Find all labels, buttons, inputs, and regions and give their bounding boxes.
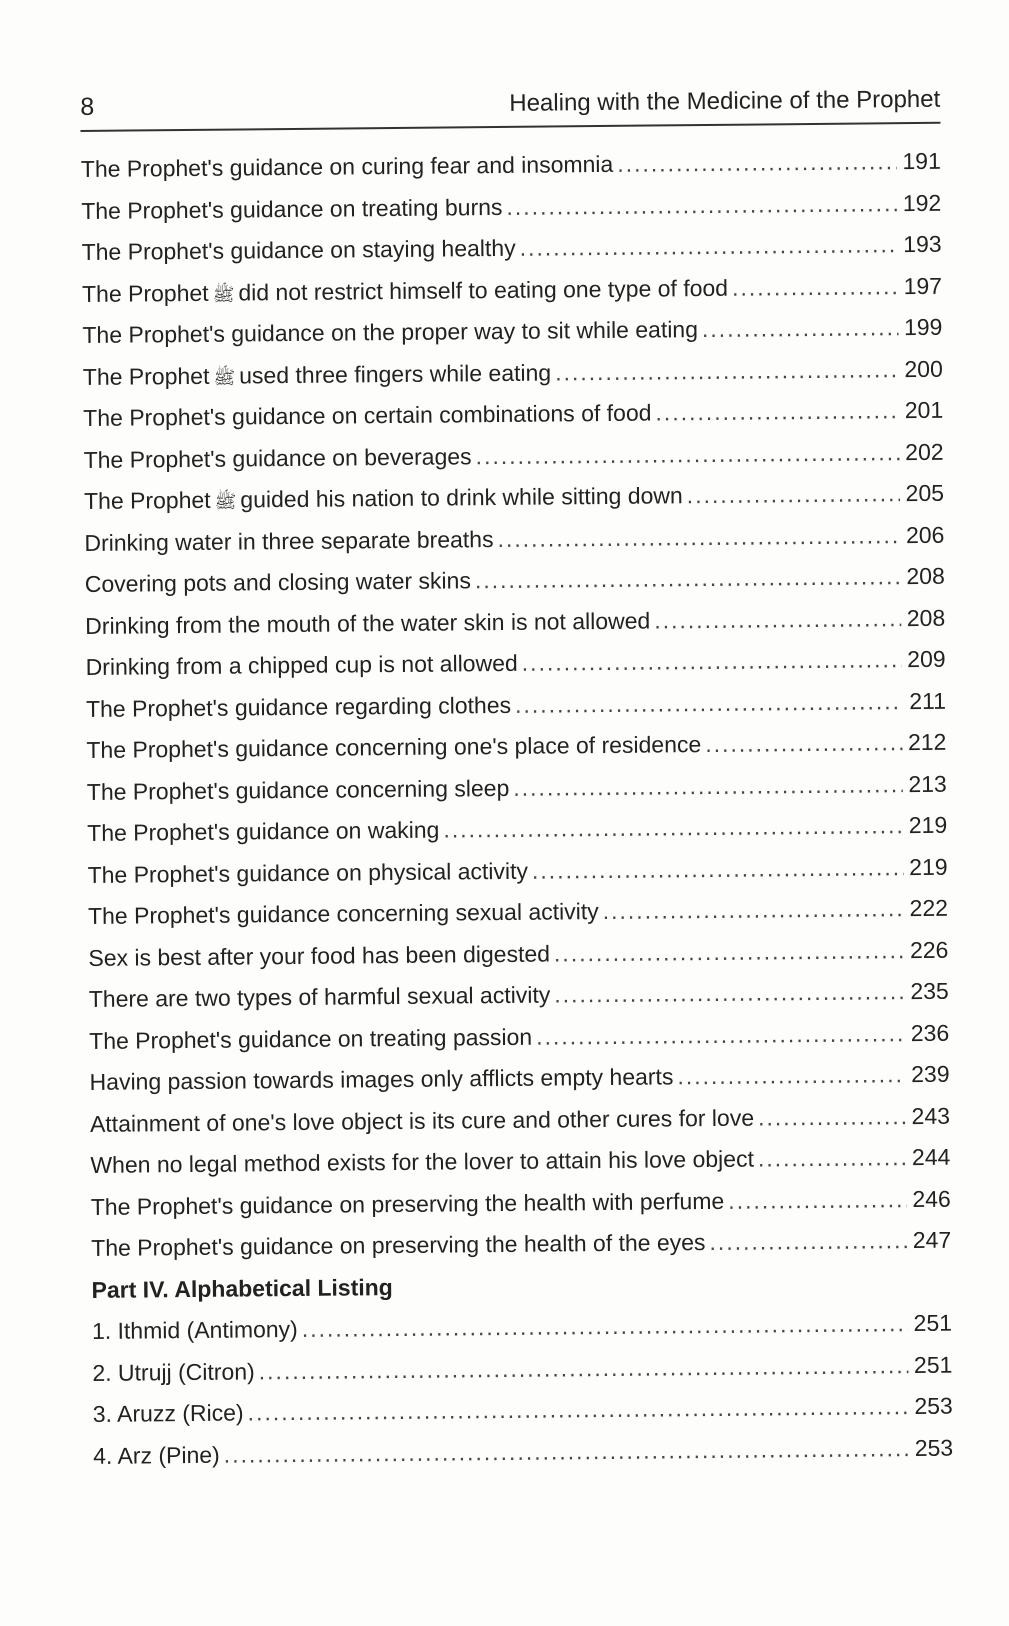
toc-entry-page: 202 xyxy=(905,438,944,465)
toc-entry-title: The Prophet's guidance on preserving the health with perfume xyxy=(90,1187,725,1220)
toc-entry-title: The Prophet's guidance regarding clothes xyxy=(85,691,512,722)
toc-entry-title: Having passion towards images only afflicts empty hearts xyxy=(89,1063,674,1095)
toc-entry-title: The Prophet's guidance concerning sleep xyxy=(86,774,510,805)
dot-leader xyxy=(522,646,902,677)
dot-leader xyxy=(555,356,899,386)
toc-entry-page: 209 xyxy=(907,645,946,673)
salawat-icon: ﷺ xyxy=(212,284,235,305)
dot-leader xyxy=(617,148,897,178)
toc-entry-title: The Prophet's guidance on physical activity xyxy=(87,857,529,888)
toc-entry-page: 200 xyxy=(904,355,943,382)
dot-leader xyxy=(603,895,905,925)
dot-leader xyxy=(654,605,901,634)
toc-entry-title: There are two types of harmful sexual activity xyxy=(88,981,551,1012)
running-title: Healing with the Medicine of the Prophet xyxy=(509,85,941,117)
toc-entry-title: Drinking from the mouth of the water skin is not allowed xyxy=(85,607,651,639)
dot-leader xyxy=(513,771,903,802)
dot-leader xyxy=(259,1352,909,1385)
toc-entry-title: The Prophet's guidance on treating burns xyxy=(81,193,503,224)
dot-leader xyxy=(506,190,897,221)
toc-entry-title: The Prophet ﷺ guided his nation to drink while sitting down xyxy=(83,482,683,514)
toc-entry-page: 243 xyxy=(911,1102,951,1129)
listing-entry-page: 253 xyxy=(914,1434,954,1461)
listing-entry-page: 251 xyxy=(913,1351,953,1378)
listing-entry-title: 4. Arz (Pine) xyxy=(93,1441,220,1469)
toc-entry-title: The Prophet's guidance on preserving the health of the eyes xyxy=(91,1229,706,1261)
toc-entry-title: The Prophet's guidance on beverages xyxy=(83,442,472,473)
dot-leader xyxy=(536,1020,905,1051)
dot-leader xyxy=(732,273,898,302)
toc-entry-title: When no legal method exists for the lover to attain his love object xyxy=(90,1145,755,1178)
toc-entry-page: 201 xyxy=(904,396,944,424)
dot-leader xyxy=(475,439,899,470)
toc-entry-page: 205 xyxy=(905,479,945,507)
table-of-contents xyxy=(81,148,954,1484)
dot-leader xyxy=(443,812,903,843)
toc-entry-page: 192 xyxy=(902,189,942,216)
toc-entry-page: 226 xyxy=(909,936,949,963)
toc-entry-title: The Prophet ﷺ used three fingers while eating xyxy=(82,358,552,390)
toc-entry-page: 208 xyxy=(906,562,945,590)
dot-leader xyxy=(655,397,899,426)
toc-entry-page: 222 xyxy=(909,894,949,922)
toc-entry-title: Attainment of one's love object is its cure and other cures for love xyxy=(89,1104,755,1137)
toc-entry-title: The Prophet's guidance on the proper way to sit while eating xyxy=(82,316,699,348)
listing-entry-title: 1. Ithmid (Antimony) xyxy=(91,1315,298,1344)
dot-leader xyxy=(705,729,902,758)
page-header xyxy=(80,74,940,132)
dot-leader xyxy=(247,1393,908,1426)
toc-entry-page: 246 xyxy=(912,1185,951,1212)
dot-leader xyxy=(728,1186,907,1215)
dot-leader xyxy=(532,854,904,885)
salawat-icon: ﷺ xyxy=(213,367,236,388)
listing-entry-title: 2. Utrujj (Citron) xyxy=(92,1357,255,1386)
toc-entry-title: The Prophet's guidance on curing fear and insomnia xyxy=(80,150,614,182)
toc-entry-title: The Prophet ﷺ did not restrict himself to eating one type of food xyxy=(81,274,729,307)
page-number: 8 xyxy=(80,92,95,121)
dot-leader xyxy=(475,563,901,594)
dot-leader xyxy=(702,314,899,343)
dot-leader xyxy=(302,1310,908,1343)
listing-entry-page: 253 xyxy=(914,1392,953,1420)
toc-entry-page: 219 xyxy=(908,811,948,839)
toc-entry-page: 191 xyxy=(902,147,941,175)
toc-entry-title: Drinking water in three separate breaths xyxy=(84,525,494,556)
toc-entry-title: Sex is best after your food has been digested xyxy=(88,940,551,971)
dot-leader xyxy=(758,1103,906,1131)
dot-leader xyxy=(520,231,898,262)
toc-entry-page: 206 xyxy=(905,521,945,548)
toc-entry-page: 199 xyxy=(903,313,943,341)
toc-entry-title: The Prophet's guidance on certain combinations of food xyxy=(83,399,652,431)
toc-entry-page: 193 xyxy=(903,230,942,258)
toc-entry-title: The Prophet's guidance on waking xyxy=(87,816,440,846)
toc-entry-title: The Prophet's guidance concerning one's place of residence xyxy=(86,731,702,763)
toc-entry-page: 213 xyxy=(908,770,947,797)
part-heading: Part IV. Alphabetical Listing xyxy=(91,1273,393,1303)
toc-entry-page: 235 xyxy=(910,977,949,1005)
toc-entry-page: 239 xyxy=(911,1060,950,1088)
toc-entry-title: Drinking from a chipped cup is not allowed xyxy=(85,649,518,680)
listing-entry xyxy=(93,1434,953,1484)
page-content xyxy=(80,74,953,1484)
dot-leader xyxy=(554,978,905,1008)
toc-entry-title: The Prophet's guidance on staying healthy xyxy=(81,234,516,265)
dot-leader xyxy=(687,480,901,509)
dot-leader xyxy=(515,688,902,719)
listing-entry-title: 3. Aruzz (Rice) xyxy=(92,1399,244,1427)
dot-leader xyxy=(709,1227,907,1256)
dot-leader xyxy=(554,937,905,967)
toc-entry-page: 244 xyxy=(911,1143,951,1171)
toc-entry-title: The Prophet's guidance on treating passion xyxy=(89,1023,533,1054)
toc-entry-page: 219 xyxy=(909,853,948,880)
toc-entry-page: 247 xyxy=(912,1226,952,1254)
toc-entry-page: 211 xyxy=(909,687,947,714)
toc-entry-title: The Prophet's guidance concerning sexual activity xyxy=(87,898,599,929)
toc-entry-page: 236 xyxy=(910,1019,950,1046)
dot-leader xyxy=(224,1435,910,1469)
dot-leader xyxy=(758,1144,907,1172)
listing-entry-page: 251 xyxy=(913,1309,953,1337)
toc-entry-page: 212 xyxy=(907,728,947,756)
dot-leader xyxy=(677,1061,905,1090)
toc-entry-page: 197 xyxy=(903,272,943,299)
toc-entry-page: 208 xyxy=(906,604,946,631)
salawat-icon: ﷺ xyxy=(214,491,237,512)
toc-entry-title: Covering pots and closing water skins xyxy=(84,567,472,597)
dot-leader xyxy=(497,522,900,553)
